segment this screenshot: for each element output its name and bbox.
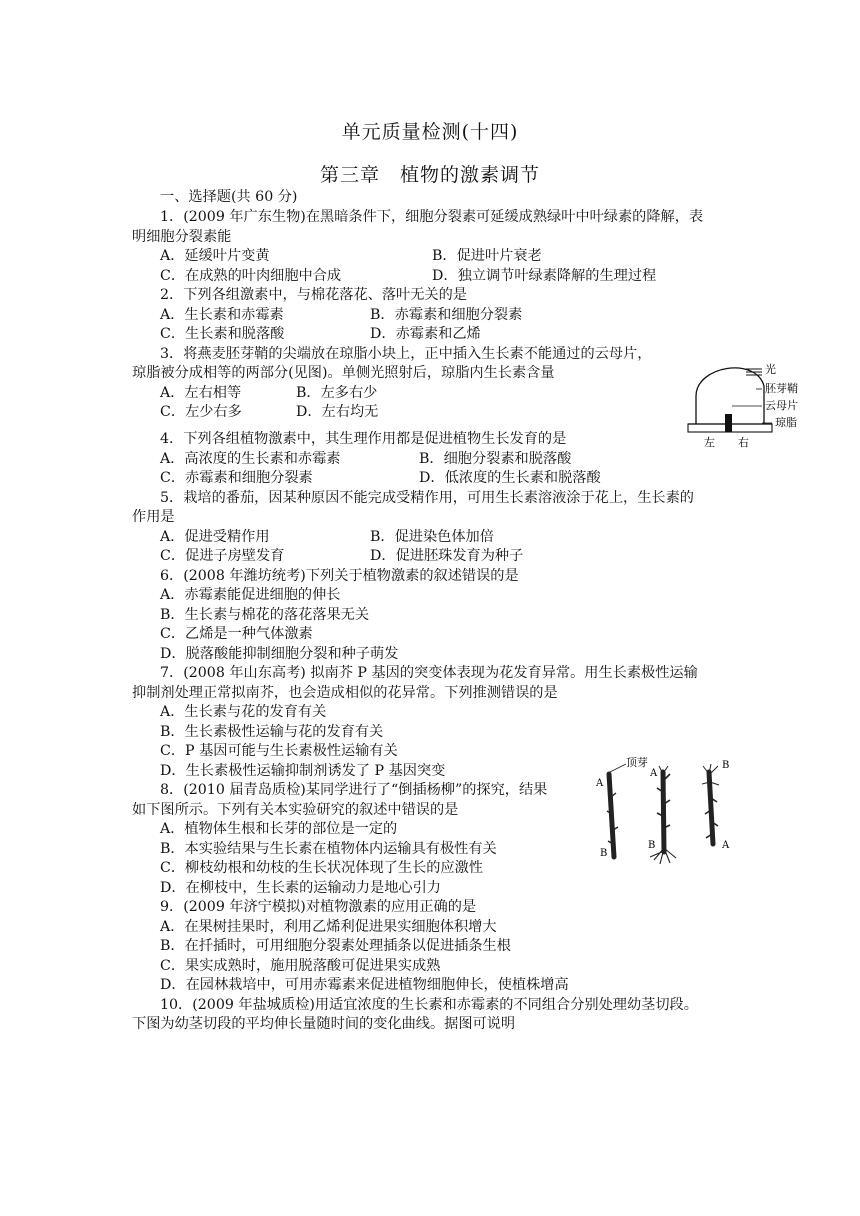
q5-option-a: A．促进受精作用 [160,529,270,545]
q9-option-b: B．在扦插时，可用细胞分裂素处理插条以促进插条生根 [160,938,511,954]
q6-option-c: C．乙烯是一种气体激素 [160,626,313,642]
q7-option-c: C．P 基因可能与生长素极性运输有关 [160,743,398,759]
q4-option-a: A．高浓度的生长素和赤霉素 [160,451,341,467]
q7-stem-line2: 抑制剂处理正常拟南芥，也会造成相似的花异常。下列推测错误的是 [132,685,558,701]
q3-option-a: A．左右相等 [160,385,242,401]
q3-option-b: B．左多右少 [296,385,378,401]
q7-option-a: A．生长素与花的发育有关 [160,704,327,720]
label-bud: 顶芽 [626,756,648,769]
label-b3: B [722,760,730,771]
label-a2: A [650,768,658,779]
q2-option-a: A．生长素和赤霉素 [160,307,284,323]
q5-option-c: C．促进子房壁发育 [160,548,285,564]
label-right: 右 [738,436,749,449]
q8-option-b: B．本实验结果与生长素在植物体内运输具有极性有关 [160,841,497,857]
q7-option-d: D．生长素极性运输抑制剂诱发了 P 基因突变 [160,763,446,779]
coleoptile-diagram [686,356,836,451]
section-heading: 一、选择题(共 60 分) [160,189,298,205]
q1-stem-line1: 1．(2009 年广东生物)在黑暗条件下，细胞分裂素可延缓成熟绿叶中叶绿素的降解，表 [160,209,704,225]
q3-option-c: C．左少右多 [160,404,242,420]
label-left: 左 [704,436,715,449]
q1-option-a: A．延缓叶片变黄 [160,248,270,264]
q9-option-a: A．在果树挂果时，利用乙烯利促进果实细胞体积增大 [160,919,497,935]
label-light: 光 [765,363,776,376]
q1-option-d: D．独立调节叶绿素降解的生理过程 [432,268,657,284]
q8-option-d: D．在柳枝中，生长素的运输动力是地心引力 [160,880,441,896]
q10-stem-line1: 10．(2009 年盐城质检)用适宜浓度的生长素和赤霉素的不同组合分别处理幼茎切段。 [160,997,698,1013]
q6-option-a: A．赤霉素能促进细胞的伸长 [160,587,341,603]
q6-option-b: B．生长素与棉花的落花落果无关 [160,607,370,623]
q5-option-d: D．促进胚珠发育为种子 [370,548,524,564]
q5-stem-line1: 5．栽培的番茄，因某种原因不能完成受精作用，可用生长素溶液涂于花上，生长素的 [160,490,694,506]
q8-stem-line1: 8．(2010 届青岛质检)某同学进行了“倒插杨柳”的探究，结果 [160,782,548,798]
q4-option-d: D．低浓度的生长素和脱落酸 [419,470,601,486]
label-agar: 琼脂 [775,416,797,429]
q8-option-a: A．植物体生根和长芽的部位是一定的 [160,821,398,837]
q6-stem: 6．(2008 年潍坊统考)下列关于植物激素的叙述错误的是 [160,568,519,584]
q6-option-d: D．脱落酸能抑制细胞分裂和种子萌发 [160,646,399,662]
q9-option-d: D．在园林栽培中，可用赤霉素来促进植物细胞伸长，使植株增高 [160,977,569,993]
q2-option-d: D．赤霉素和乙烯 [370,326,481,342]
q10-stem-line2: 下图为幼茎切段的平均伸长量随时间的变化曲线。据图可说明 [132,1016,516,1032]
page-title: 单元质量检测(十四) [341,121,519,143]
label-a3: A [722,840,730,851]
label-b2: B [648,840,656,851]
q4-option-c: C．赤霉素和细胞分裂素 [160,470,313,486]
q8-option-c: C．柳枝幼根和幼枝的生长状况体现了生长的应激性 [160,860,483,876]
q2-option-c: C．生长素和脱落酸 [160,326,285,342]
label-mica: 云母片 [765,399,798,412]
q7-option-b: B．生长素极性运输与花的发育有关 [160,724,384,740]
label-a1: A [596,778,604,789]
q4-option-b: B．细胞分裂素和脱落酸 [419,451,572,467]
q2-stem: 2．下列各组激素中，与棉花落花、落叶无关的是 [160,287,467,303]
q7-stem-line1: 7．(2008 年山东高考) 拟南芥 P 基因的突变体表现为花发育异常。用生长素极性运输 [160,665,698,681]
chapter-subtitle: 第三章 植物的激素调节 [319,164,540,186]
q1-stem-line2: 明细胞分裂素能 [132,229,232,245]
q3-stem-line2: 琼脂被分成相等的两部分(见图)。单侧光照射后，琼脂内生长素含量 [132,365,555,381]
q1-option-b: B．促进叶片衰老 [432,248,542,264]
label-b1: B [600,848,608,859]
q8-stem-line2: 如下图所示。下列有关本实验研究的叙述中错误的是 [132,802,459,818]
willow-cuttings-diagram [592,752,752,872]
q1-option-c: C．在成熟的叶肉细胞中合成 [160,268,342,284]
q3-stem-line1: 3．将燕麦胚芽鞘的尖端放在琼脂小块上，正中插入生长素不能通过的云母片， [160,346,652,362]
q2-option-b: B．赤霉素和细胞分裂素 [370,307,523,323]
q4-stem: 4．下列各组植物激素中，其生理作用都是促进植物生长发育的是 [160,431,567,447]
q9-stem: 9．(2009 年济宁模拟)对植物激素的应用正确的是 [160,899,477,915]
label-coleoptile: 胚芽鞘 [765,382,798,395]
q5-stem-line2: 作用是 [132,509,175,525]
q5-option-b: B．促进染色体加倍 [370,529,494,545]
q9-option-c: C．果实成熟时，施用脱落酸可促进果实成熟 [160,958,441,974]
q3-option-d: D．左右均无 [296,404,379,420]
